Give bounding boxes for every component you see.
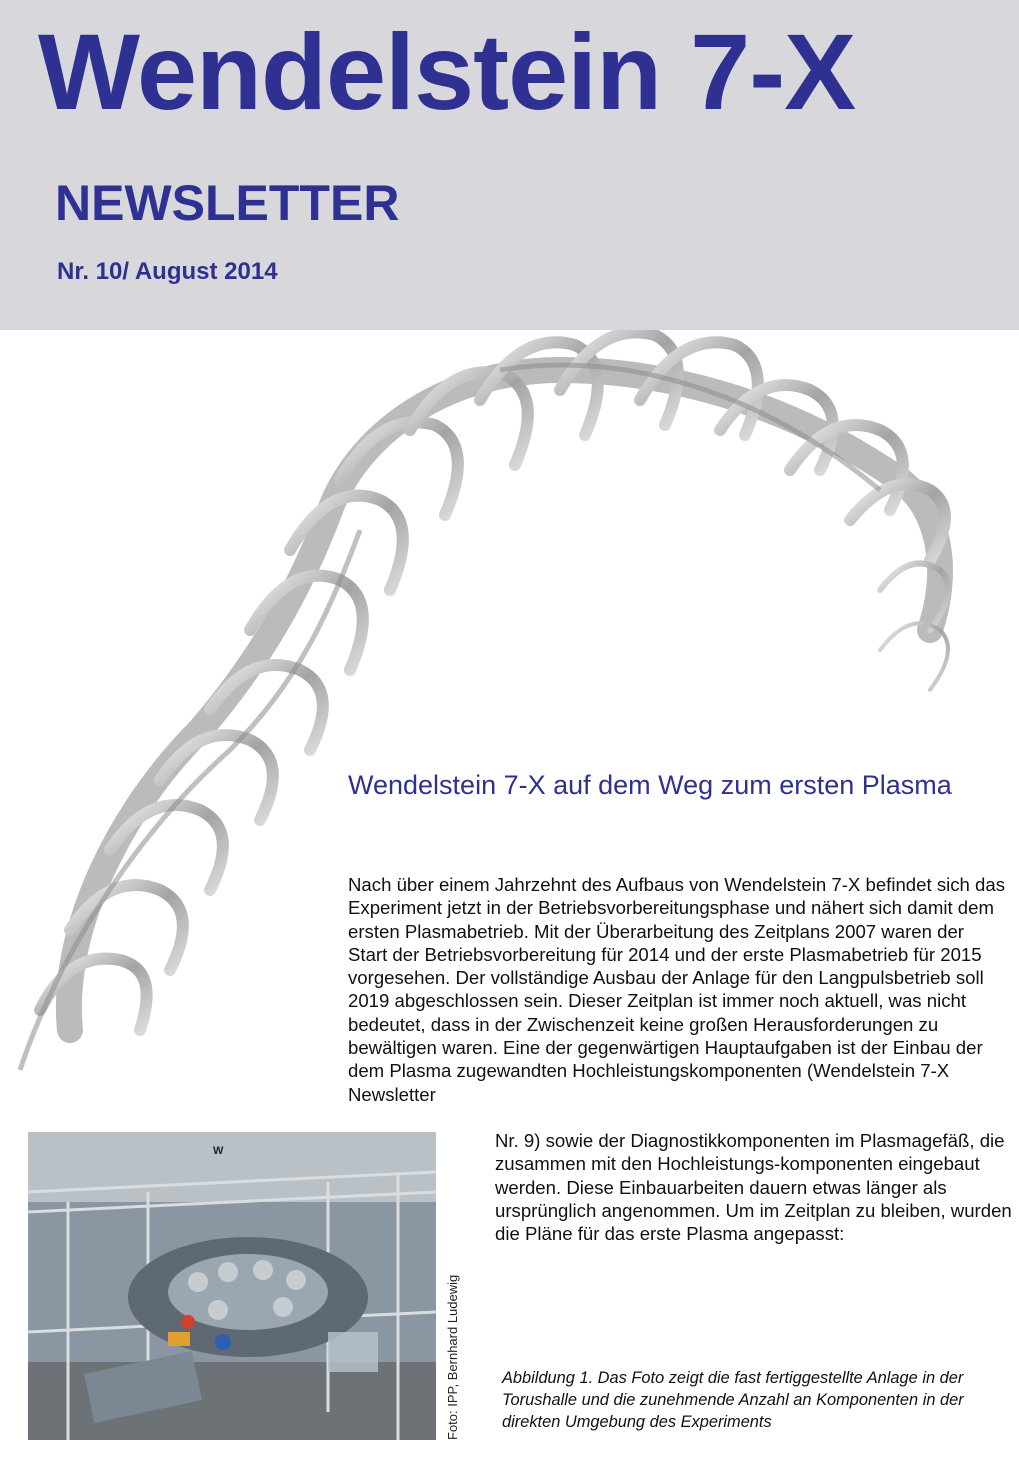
photo-credit: Foto: IPP, Bernhard Ludewig: [445, 1274, 460, 1440]
figure-caption: Abbildung 1. Das Foto zeigt die fast fertiggestellte Anlage in der Torushalle und die zunehmende Anzahl an Komponenten in der direkten Umgebung des Experiments: [502, 1369, 964, 1431]
article-body-part1: Nach über einem Jahrzehnt des Aufbaus von Wendelstein 7-X befindet sich das Experiment jetzt in der Betriebsvorbereitungsphase und nähert sich damit dem ersten Plasmabetrieb. Mit der Überarbeitung des Zeitplans 2007 waren der Start der Betriebsvorbereitung für 2014 und der erste Plasmabetrieb für 2015 vorgesehen. Der vollständige Ausbau der Anlage für den Langpulsbetrieb soll 2019 abgeschlossen sein. Dieser Zeitplan ist immer noch aktuell, was nicht bedeutet, dass in der Zwischenzeit keine großen Herausforderungen zu bewältigen waren. Eine der gegenwärtigen Hauptaufgaben ist der Einbau der dem Plasma zugewandten Hochleistungskomponenten (Wendelstein 7-X Newsletter: [348, 874, 1006, 1105]
masthead: [0, 0, 1019, 330]
newsletter-subtitle: NEWSLETTER: [55, 175, 400, 231]
article-body-part2: Nr. 9) sowie der Diagnostikkomponenten im Plasmagefäß, die zusammen mit den Hochleistungs-komponenten eingebaut werden. Diese Einbauarbeiten dauern etwas länger als ursprünglich angenommen. Um im Zeitplan zu bleiben, wurden die Pläne für das erste Plasma angepasst:: [495, 1130, 1012, 1245]
torus-hall-photo: [28, 1132, 436, 1440]
hall-marker: W: [213, 1145, 224, 1157]
newsletter-title: Wendelstein 7-X: [38, 11, 856, 132]
issue-number: Nr. 10/ August 2014: [57, 258, 278, 285]
article-heading: Wendelstein 7-X auf dem Weg zum ersten Plasma: [348, 770, 952, 800]
